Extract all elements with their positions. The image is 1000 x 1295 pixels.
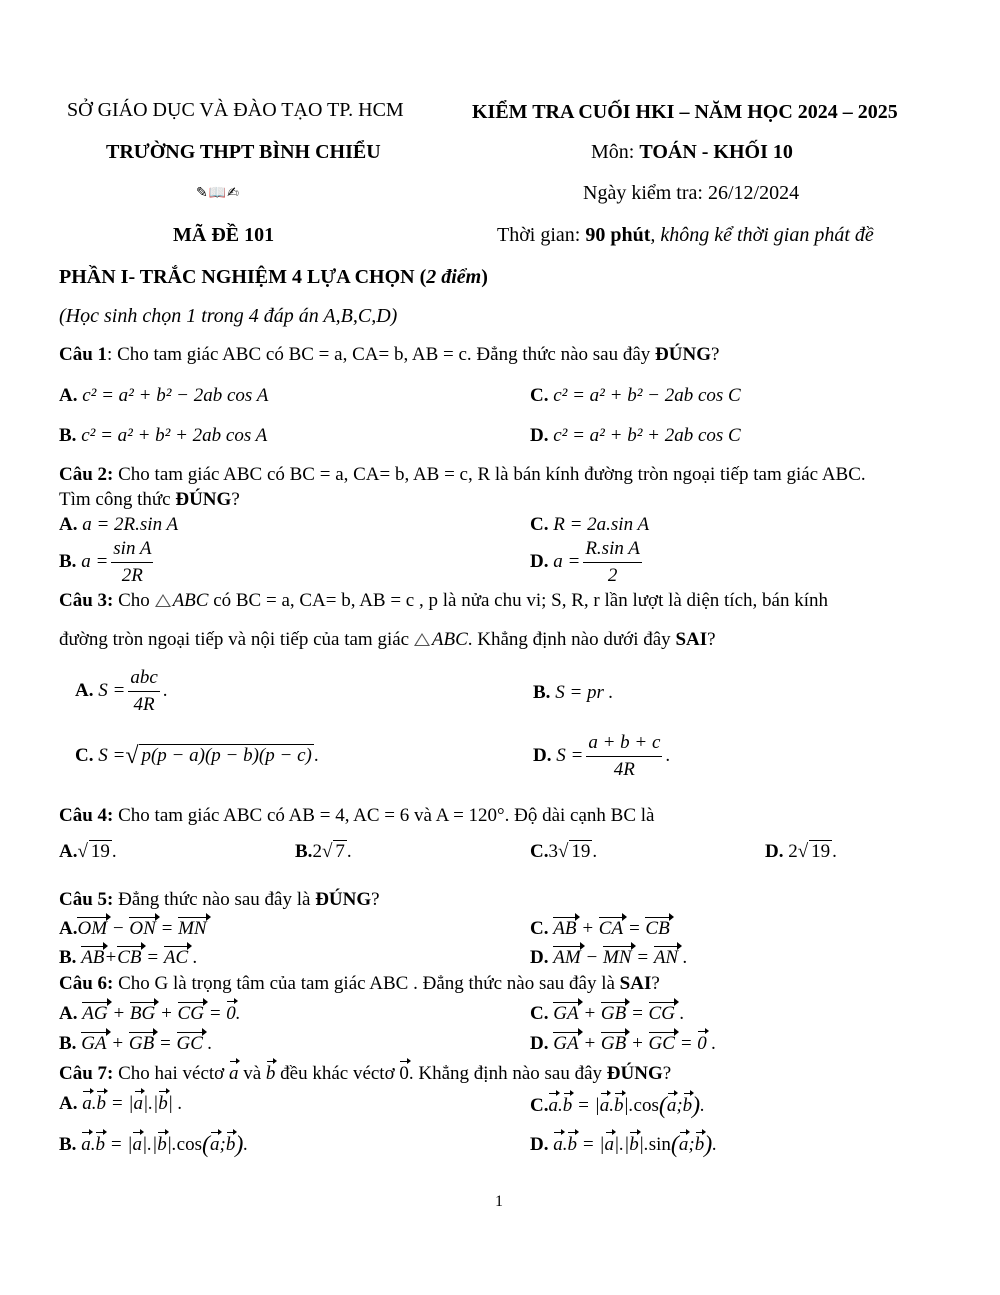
q6-label: Câu 6: — [59, 973, 114, 994]
q3-line2a: đường tròn ngoại tiếp và nội tiếp của tam giác — [59, 629, 414, 650]
q2-b-num: sin A — [111, 539, 153, 563]
q6-option-d[interactable]: D. GA + GB + GC = 0 . — [530, 1033, 717, 1054]
option-letter: A. — [59, 1093, 78, 1114]
q3-d-den: 4R — [613, 758, 635, 780]
sqrt-sign-icon: √ — [797, 841, 809, 862]
option-letter: C. — [530, 514, 549, 535]
q6-option-a[interactable]: A. AG + BG + CG = 0. — [59, 1003, 241, 1024]
question-1 — [59, 344, 719, 366]
question-4 — [59, 805, 655, 827]
q3-c-radicand: p(p − a)(p − b)(p − c) — [141, 745, 312, 766]
q3-d-fraction — [586, 733, 662, 780]
q4-b-coef: 2 — [312, 841, 322, 862]
q5-end: ? — [371, 889, 380, 910]
department-name: SỞ GIÁO DỤC VÀ ĐÀO TẠO TP. HCM — [67, 99, 404, 121]
q5-text: Đẳng thức nào sau đây là — [113, 889, 316, 910]
q7-end: ? — [662, 1063, 672, 1084]
q6-option-c[interactable]: C. GA + GB = CG . — [530, 1003, 685, 1024]
section-points: 2 điểm — [426, 266, 482, 288]
q1-a-text: c² = a² + b² − 2ab cos A — [82, 385, 269, 406]
option-letter: D. — [765, 841, 784, 862]
q4-c-radicand: 19 — [571, 841, 591, 862]
q4-b-radicand: 7 — [335, 841, 345, 862]
q3-d-lhs: S = — [556, 744, 584, 766]
option-letter: C. — [530, 1003, 549, 1024]
option-letter: D. — [530, 1134, 549, 1155]
option-letter: A. — [59, 1003, 78, 1024]
q3-label: Câu 3: — [59, 590, 114, 611]
q5-option-a[interactable]: A.OM − ON = MN — [59, 918, 207, 939]
q2-end: ? — [231, 489, 240, 510]
q3-option-d[interactable]: D. S = $\frac{a + b + c}{4R}$ . — [533, 732, 671, 780]
question-3-line2 — [59, 629, 716, 651]
q1-emph: ĐÚNG — [655, 344, 711, 365]
time-line — [497, 224, 874, 247]
q2-b-den: 2R — [121, 564, 143, 586]
q5-option-b[interactable]: B. AB+CB = AC . — [59, 947, 198, 968]
q7-t4: . Khẳng định nào sau đây — [408, 1063, 607, 1084]
q2-d-fraction — [583, 539, 642, 586]
option-letter: B. — [533, 682, 551, 703]
q2-c-text: R = 2a.sin A — [553, 514, 650, 535]
q3-a-fraction — [128, 668, 159, 715]
q1-label: Câu 1 — [59, 344, 108, 365]
option-letter: D. — [530, 550, 549, 572]
ornament-icon: ✎📖✍ — [196, 185, 240, 201]
q4-option-c[interactable]: C.3√ 19 . — [530, 841, 598, 862]
q7-text: Cho hai véctơ — [113, 1063, 229, 1084]
sqrt-sign-icon: √ — [77, 841, 88, 862]
q1-end: ? — [711, 344, 720, 365]
q6-emph: SAI — [619, 973, 652, 994]
q5-option-c[interactable]: C. AB + CA = CB — [530, 918, 670, 939]
q4-a-radicand: 19 — [90, 841, 110, 862]
q2-b-fraction — [111, 539, 153, 586]
exam-title: KIỂM TRA CUỐI HKI – NĂM HỌC 2024 – 2025 — [472, 101, 898, 123]
q5-label: Câu 5: — [59, 889, 114, 910]
q2-b-lhs: a = — [81, 550, 109, 572]
q4-d-coef: 2 — [788, 841, 798, 862]
subject-label: Môn: — [591, 141, 640, 163]
triangle-icon — [155, 594, 171, 607]
section-instruction: (Học sinh chọn 1 trong 4 đáp án A,B,C,D) — [59, 305, 398, 327]
subject: TOÁN - KHỐI 10 — [639, 141, 793, 163]
q3-a-den: 4R — [133, 693, 155, 715]
q7-option-a[interactable]: A. a.b = |a|.|b| . — [59, 1093, 183, 1114]
q2-option-b[interactable] — [59, 539, 156, 586]
q3-d-num: a + b + c — [586, 733, 662, 757]
exam-date: Ngày kiểm tra: 26/12/2024 — [583, 182, 800, 204]
option-letter: A. — [59, 385, 78, 406]
q5-emph: ĐÚNG — [315, 889, 372, 910]
option-letter: C. — [530, 841, 549, 862]
option-letter: C. — [530, 385, 549, 406]
q4-d-radicand: 19 — [811, 841, 831, 862]
q3-line2c: . Khẳng định nào dưới đây — [467, 629, 676, 650]
option-letter: A. — [75, 679, 94, 701]
q7-option-c[interactable]: C.a.b = |a.b|.cos(a;b). — [530, 1093, 705, 1119]
q7-emph: ĐÚNG — [606, 1063, 663, 1084]
question-7: Câu 7: Cho hai véctơ a và b đều khác véctơ 0. Khẳng định nào sau đây ĐÚNG? — [59, 1063, 672, 1084]
q7-t3: đều khác véctơ — [275, 1063, 400, 1084]
q3-t3: có BC = a, CA= b, AB = c , p là nửa chu vi; S, R, r lần lượt là diện tích, bán kính — [208, 590, 828, 611]
option-letter: C. — [75, 745, 94, 766]
option-letter: C. — [530, 1095, 549, 1116]
option-letter: D. — [530, 947, 549, 968]
section-close: ) — [481, 266, 488, 288]
sqrt-sign-icon: √ — [321, 841, 333, 862]
time-note: , không kể thời gian phát đề — [650, 224, 874, 246]
option-letter: A. — [59, 918, 78, 939]
q4-option-b[interactable]: B.2√ 7 . — [295, 841, 352, 862]
question-6 — [59, 973, 660, 995]
q3-option-a[interactable]: A. S = $\frac{\text{abc}}{4R}$ . — [75, 667, 168, 715]
sqrt-sign-icon: √ — [557, 841, 569, 862]
school-name: TRƯỜNG THPT BÌNH CHIỂU — [106, 141, 381, 163]
q3-end: ? — [707, 629, 716, 650]
subject-line — [591, 141, 793, 164]
option-letter: B. — [59, 947, 77, 968]
option-letter: D. — [530, 1033, 549, 1054]
q4-option-a[interactable]: A.√ 19 . — [59, 841, 117, 862]
q4-text: Cho tam giác ABC có AB = 4, AC = 6 và A = 120°. Độ dài cạnh BC là — [113, 805, 655, 826]
q3-emph: SAI — [675, 629, 708, 650]
option-letter: A. — [59, 841, 78, 862]
sqrt-sign-icon: √ — [125, 743, 139, 769]
q7-option-d[interactable]: D. a.b = |a|.|b|.sin(a;b). — [530, 1132, 717, 1158]
q1-d-text: c² = a² + b² + 2ab cos C — [553, 425, 741, 446]
q1-option-a[interactable] — [59, 385, 268, 407]
q1-option-d[interactable] — [530, 425, 741, 447]
q6-end: ? — [651, 973, 660, 994]
exam-code: MÃ ĐỀ 101 — [173, 224, 275, 246]
option-letter: B. — [59, 550, 77, 572]
question-2-line2 — [59, 489, 240, 511]
question-3 — [59, 590, 828, 612]
option-letter: B. — [59, 1033, 77, 1054]
time-value: 90 phút — [585, 224, 651, 246]
option-letter: B. — [59, 1134, 77, 1155]
q3-b-text: S = pr . — [555, 682, 614, 703]
q2-text: Cho tam giác ABC có BC = a, CA= b, AB = c, R là bán kính đường tròn ngoại tiếp tam giác ABC. — [113, 464, 866, 485]
q2-option-d[interactable] — [530, 539, 645, 586]
q3-a-lhs: S = — [98, 679, 126, 701]
q3-t2: ABC — [172, 590, 209, 611]
q7-t2: và — [238, 1063, 266, 1084]
q6-text: Cho G là trọng tâm của tam giác ABC . Đẳng thức nào sau đây là — [113, 973, 620, 994]
option-letter: D. — [533, 744, 552, 766]
q2-d-den: 2 — [607, 564, 618, 586]
option-letter: D. — [530, 425, 549, 446]
q4-label: Câu 4: — [59, 805, 114, 826]
q1-option-c[interactable] — [530, 385, 741, 407]
option-letter: B. — [295, 841, 313, 862]
q4-option-d[interactable]: D. 2√ 19 . — [765, 841, 837, 862]
q3-t1: Cho — [113, 590, 155, 611]
page-number: 1 — [495, 1193, 503, 1210]
q6-option-b[interactable]: B. GA + GB = GC . — [59, 1033, 213, 1054]
q7-label: Câu 7: — [59, 1063, 114, 1084]
q2-d-num: R.sin A — [583, 539, 642, 563]
q3-a-num: abc — [128, 668, 159, 692]
option-letter: B. — [59, 425, 77, 446]
section-title — [59, 266, 488, 289]
question-5 — [59, 889, 380, 911]
q2-a-text: a = 2R.sin A — [82, 514, 179, 535]
q4-c-coef: 3 — [548, 841, 558, 862]
option-letter: C. — [530, 918, 549, 939]
q1-option-b[interactable] — [59, 425, 267, 447]
q1-b-text: c² = a² + b² + 2ab cos A — [81, 425, 268, 446]
option-letter: A. — [59, 514, 78, 535]
q2-text2: Tìm công thức — [59, 489, 176, 510]
question-2 — [59, 464, 866, 486]
triangle-icon — [414, 633, 430, 646]
q3-option-b[interactable] — [533, 682, 613, 704]
q3-c-lhs: S = — [98, 745, 126, 766]
q1-c-text: c² = a² + b² − 2ab cos C — [553, 385, 741, 406]
q2-option-c[interactable] — [530, 514, 649, 536]
q2-option-a[interactable] — [59, 514, 178, 536]
q3-line2b: ABC — [431, 629, 468, 650]
q2-d-lhs: a = — [553, 550, 581, 572]
q1-text: : Cho tam giác ABC có BC = a, CA= b, AB = c. Đẳng thức nào sau đây — [107, 344, 656, 365]
q2-label: Câu 2: — [59, 464, 114, 485]
q5-option-d[interactable]: D. AM − MN = AN . — [530, 947, 688, 968]
time-label: Thời gian: — [497, 224, 586, 246]
q3-option-c[interactable]: C. S =√ p(p − a)(p − b)(p − c) . — [75, 743, 319, 769]
q7-option-b[interactable]: B. a.b = |a|.|b|.cos(a;b). — [59, 1132, 249, 1158]
section-title-text: PHẦN I- TRẮC NGHIỆM 4 LỰA CHỌN ( — [59, 266, 427, 288]
q2-emph: ĐÚNG — [175, 489, 232, 510]
